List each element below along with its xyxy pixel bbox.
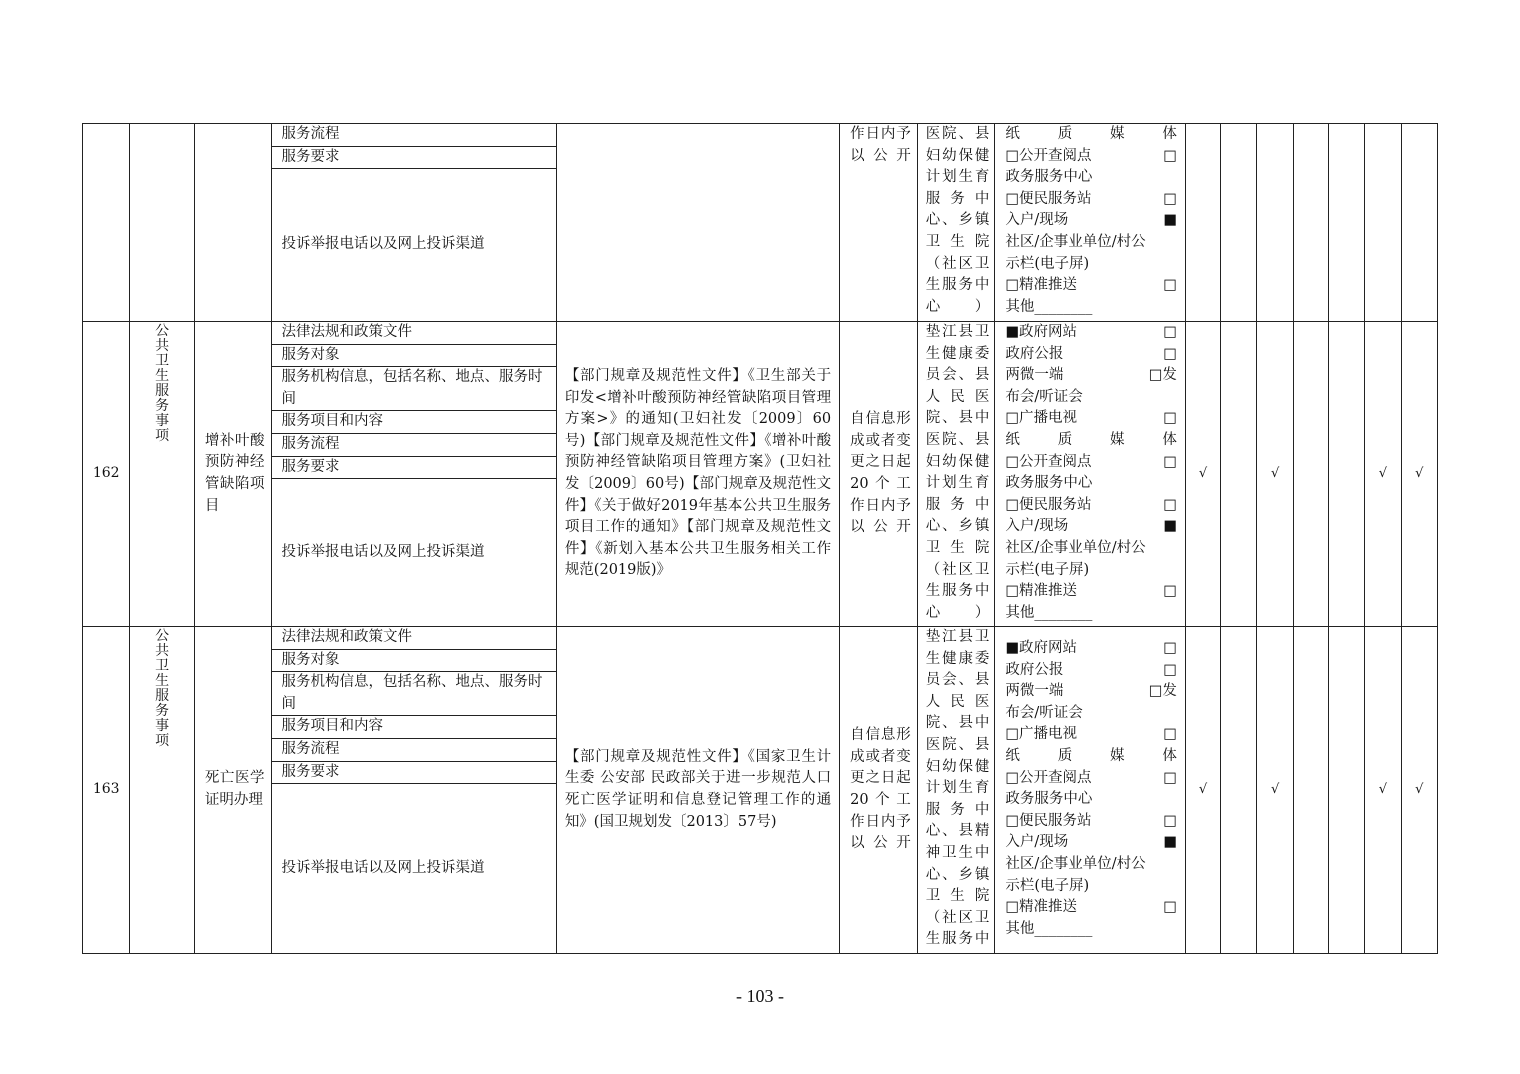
time-limit-text: 自信息形成或者变更之日起20个工作日内予以公开 xyxy=(850,411,911,536)
disclosure-item: 服务流程 xyxy=(272,434,556,457)
number-cell: 163 xyxy=(83,627,130,954)
disclosure-table xyxy=(82,123,1438,954)
disclosure-item: 服务流程 xyxy=(272,124,556,147)
mark-cell: √ xyxy=(1401,322,1437,627)
time-limit-text: 自信息形成或者变更之日起20个工作日内予以公开 xyxy=(850,727,911,852)
subject-cell xyxy=(917,322,995,627)
subject-text: 垫江县卫生健康委员会、县人民医院、县中医院、县妇幼保健计划生育服务中心、县精神卫生中心、乡镇卫生院（社区卫生服务中 xyxy=(925,629,990,948)
mark-cell xyxy=(1329,322,1365,627)
mark-cell xyxy=(1221,322,1257,627)
item-name-cell xyxy=(194,627,271,954)
disclosure-item: 服务要求 xyxy=(272,762,556,785)
channels-cell xyxy=(995,124,1186,322)
mark-cell xyxy=(1293,627,1328,954)
category-text: 公共卫生服务事项 xyxy=(155,628,170,749)
disclosure-item: 法律法规和政策文件 xyxy=(272,322,556,345)
mark-cell: √ xyxy=(1257,627,1293,954)
disclosure-item: 服务机构信息，包括名称、地点、服务时间 xyxy=(272,367,556,411)
disclosure-items-cell xyxy=(271,627,556,954)
channels-list: 纸 质 媒 体 □公开查阅点 □ 政务服务中心 □便民服务站 □ 入户/现场 ■ 社区/企事业单位/村公 示栏(电子屏) □精准推送 □ 其他________ xyxy=(1005,126,1177,315)
disclosure-item: 服务流程 xyxy=(272,739,556,762)
mark-cell: √ xyxy=(1401,627,1437,954)
item-name-text: 死亡医学证明办理 xyxy=(204,770,265,808)
mark-cell: √ xyxy=(1257,322,1293,627)
subject-text: 垫江县卫生健康委员会、县人民医院、县中医院、县妇幼保健计划生育服务中心、乡镇卫生院（社区卫生服务中心） xyxy=(925,324,990,621)
mark-cell: √ xyxy=(1185,322,1220,627)
mark-cell: √ xyxy=(1365,322,1401,627)
table-row-162 xyxy=(83,322,1438,627)
time-limit-text: 作日内予以公开 xyxy=(850,126,911,164)
channels-cell xyxy=(995,627,1186,954)
mark-cell xyxy=(1293,322,1328,627)
disclosure-items-cell xyxy=(271,322,556,627)
channels-list: ■政府网站 □ 政府公报 □ 两微一端 □发 布会/听证会 □广播电视 □ 纸 质 媒 体 □公开查阅点 □ 政务服务中心 □便民服务站 □ 入户/现场 ■ 社区/企事业单位/村公 示栏(电子屏) □精准推送 □ 其他________ xyxy=(1005,324,1177,621)
time-limit-cell xyxy=(840,627,918,954)
disclosure-item: 服务对象 xyxy=(272,345,556,368)
disclosure-item: 服务要求 xyxy=(272,147,556,170)
subject-cell xyxy=(917,627,995,954)
time-limit-cell xyxy=(840,322,918,627)
number-cell: 162 xyxy=(83,322,130,627)
basis-cell xyxy=(556,627,839,954)
category-cell xyxy=(130,322,195,627)
basis-text: 【部门规章及规范性文件】《卫生部关于印发<增补叶酸预防神经管缺陷项目管理方案>》的通知(卫妇社发〔2009〕60号)【部门规章及规范性文件】《增补叶酸预防神经管缺陷项目管理方案》(卫妇社发〔2009〕60号)【部门规章及规范性文件】《关于做好2019年基本公共卫生服务项目工作的通知》【部门规章及规范性文件】《新划入基本公共卫生服务相关工作规范(2019版)》 xyxy=(564,368,832,579)
subject-cell xyxy=(917,124,995,322)
basis-cell xyxy=(556,322,839,627)
disclosure-item: 服务对象 xyxy=(272,650,556,673)
number-cell xyxy=(83,124,130,322)
page-number: - 103 - xyxy=(736,986,784,1006)
disclosure-item: 服务项目和内容 xyxy=(272,411,556,434)
basis-cell xyxy=(556,124,839,322)
disclosure-item: 法律法规和政策文件 xyxy=(272,627,556,650)
disclosure-item: 投诉举报电话以及网上投诉渠道 xyxy=(281,859,485,876)
table-row-continued xyxy=(83,124,1438,322)
category-cell xyxy=(130,124,195,322)
time-limit-cell xyxy=(840,124,918,322)
disclosure-item: 服务机构信息，包括名称、地点、服务时间 xyxy=(272,672,556,716)
table-row-163 xyxy=(83,627,1438,954)
channels-cell xyxy=(995,322,1186,627)
category-text: 公共卫生服务事项 xyxy=(155,323,170,444)
mark-cell xyxy=(1221,627,1257,954)
disclosure-item: 服务要求 xyxy=(272,457,556,480)
subject-text: 医院、县妇幼保健计划生育服务中心、乡镇卫生院（社区卫生服务中心） xyxy=(925,126,990,315)
item-name-cell xyxy=(194,322,271,627)
basis-text: 【部门规章及规范性文件】《国家卫生计生委 公安部 民政部关于进一步规范人口死亡医学证明和信息登记管理工作的通知》(国卫规划发〔2013〕57号) xyxy=(564,748,832,830)
item-name-cell xyxy=(194,124,271,322)
item-name-text: 增补叶酸预防神经管缺陷项目 xyxy=(204,432,265,514)
disclosure-item: 投诉举报电话以及网上投诉渠道 xyxy=(281,543,485,560)
disclosure-item: 投诉举报电话以及网上投诉渠道 xyxy=(281,236,485,253)
disclosure-item: 服务项目和内容 xyxy=(272,716,556,739)
mark-cell: √ xyxy=(1185,627,1220,954)
channels-list: ■政府网站 □ 政府公报 □ 两微一端 □发 布会/听证会 □广播电视 □ 纸 质 媒 体 □公开查阅点 □ 政务服务中心 □便民服务站 □ 入户/现场 ■ 社区/企事业单位/村公 示栏(电子屏) □精准推送 □ 其他________ xyxy=(1005,640,1177,937)
disclosure-items-cell xyxy=(271,124,556,322)
mark-cell: √ xyxy=(1365,627,1401,954)
mark-cell xyxy=(1329,627,1365,954)
category-cell xyxy=(130,627,195,954)
